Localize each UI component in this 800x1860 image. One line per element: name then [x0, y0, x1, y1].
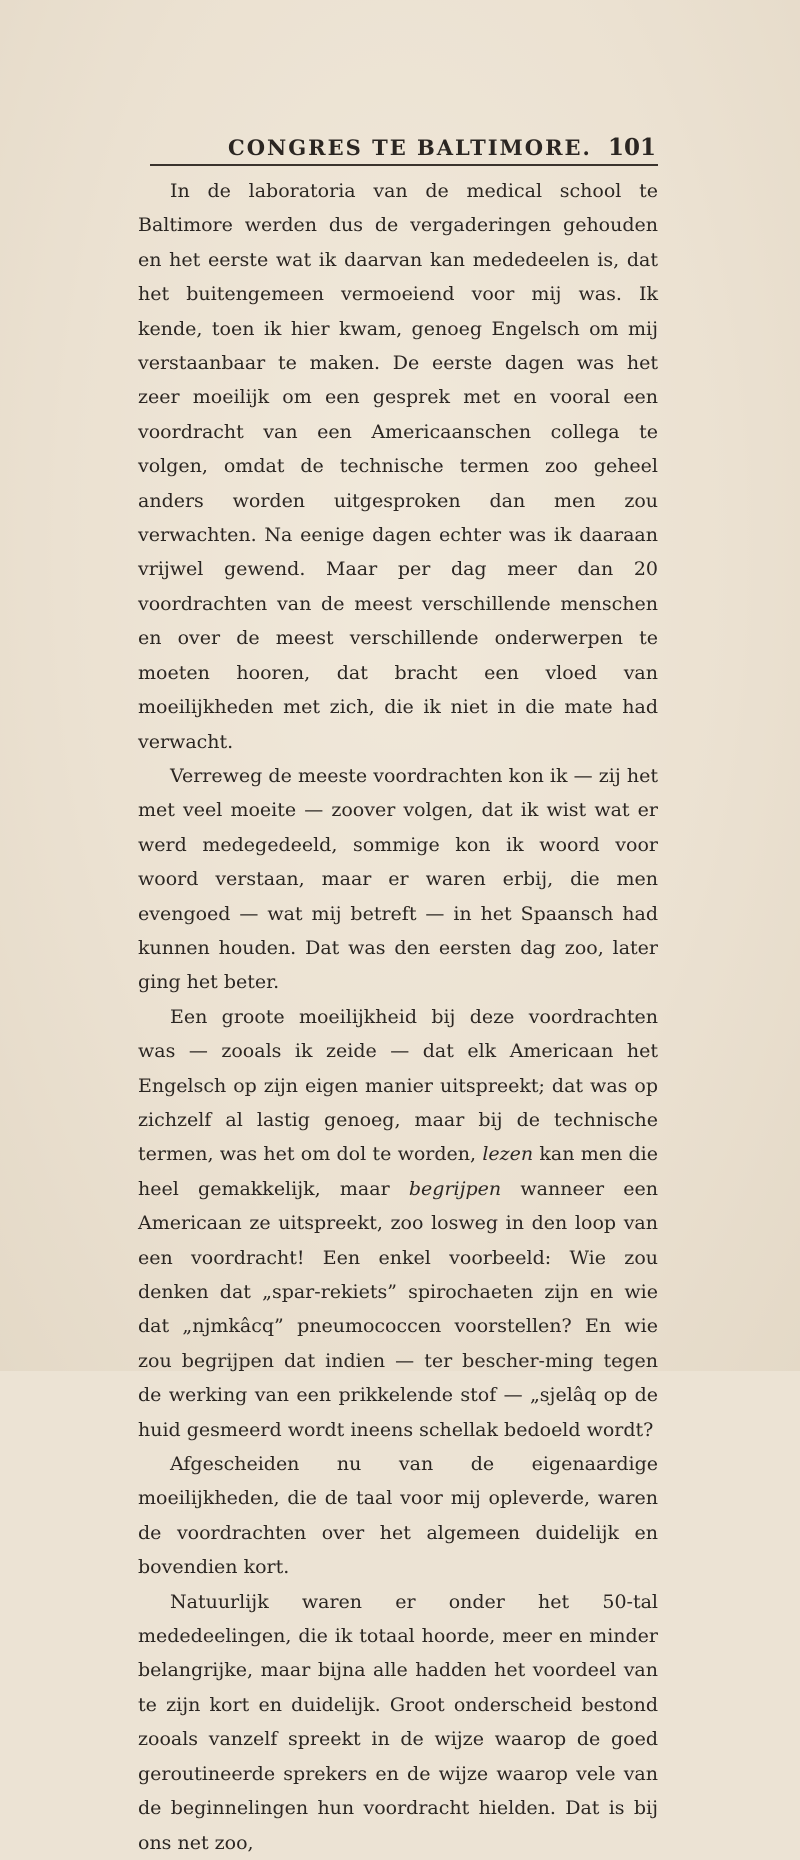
italic-term: lezen [482, 1143, 534, 1166]
text-run: Een groote moeilijkheid bij deze voordrachten was — zooals ik zeide — dat elk Americaan het Engelsch op zijn eigen manier uitspreekt; dat was op zichzelf al lastig genoeg, maar bij de technische termen, was het om dol te worden, [138, 1005, 658, 1166]
header-rule [150, 164, 658, 166]
text-run: In de laboratoria van de medical school te Baltimore werden dus de vergaderingen gehouden en het eerste wat ik daarvan kan mededeelen is, dat het buitengemeen vermoeiend voor mij was. Ik kende, toen ik hier kwam, genoeg Engelsch om mij verstaanbaar te maken. De eerste dagen was het zeer moeilijk om een gesprek met en vooral een voordracht van een Americaanschen collega te volgen, omdat de technische termen zoo geheel anders worden uitgesproken dan men zou verwachten. Na eenige dagen echter was ik daaraan vrijwel gewend. Maar per dag meer dan 20 voordrachten van de meest verschillende menschen en over de meest verschillende onderwerpen te moeten hooren, dat bracht een vloed van moeilijkheden met zich, die ik niet in die mate had verwacht. [138, 180, 658, 753]
paragraph [138, 1000, 658, 1447]
paragraph [138, 1585, 658, 1860]
body-text [138, 174, 658, 1860]
paragraph [138, 174, 658, 759]
page-number: 101 [607, 134, 656, 161]
text-run: kan men die heel gemakkelijk, maar [138, 1143, 658, 1200]
italic-term: begrijpen [408, 1177, 502, 1200]
text-run: Verreweg de meeste voordrachten kon ik — zij het met veel moeite — zoover volgen, dat ik wist wat er werd medegedeeld, sommige kon ik woord voor woord verstaan, maar er waren erbij, die men evengoed — wat mij betreft — in het Spaansch had kunnen houden. Dat was den eersten dag zoo, later ging het beter. [138, 764, 658, 994]
text-run: Afgescheiden nu van de eigenaardige moeilijkheden, die de taal voor mij opleverde, waren de voordrachten over het algemeen duidelijk en bovendien kort. [138, 1453, 658, 1579]
text-run: Natuurlijk waren er onder het 50-tal mededeelingen, die ik totaal hoorde, meer en minder belangrijke, maar bijna alle hadden het voordeel van te zijn kort en duidelijk. Groot onderscheid bestond zooals vanzelf spreekt in de wijze waarop de goed geroutineerde sprekers en de wijze waarop vele van de beginnelingen hun voordracht hielden. Dat is bij ons net zoo, [138, 1590, 658, 1854]
paragraph [138, 759, 658, 1000]
page-header [150, 133, 658, 163]
text-run: wanneer een Americaan ze uitspreekt, zoo losweg in den loop van een voordracht! Een enkel voorbeeld: Wie zou denken dat „spar-rekiets” spirochaeten zijn en wie dat „njmkâcq” pneumococcen voorstellen? En wie zou begrijpen dat indien — ter bescher-ming tegen de werking van een prikkelende stof — „sjelâq op de huid gesmeerd wordt ineens schellak bedoeld wordt? [138, 1177, 658, 1441]
running-title: CONGRES TE BALTIMORE. [228, 135, 592, 160]
paragraph [138, 1447, 658, 1585]
